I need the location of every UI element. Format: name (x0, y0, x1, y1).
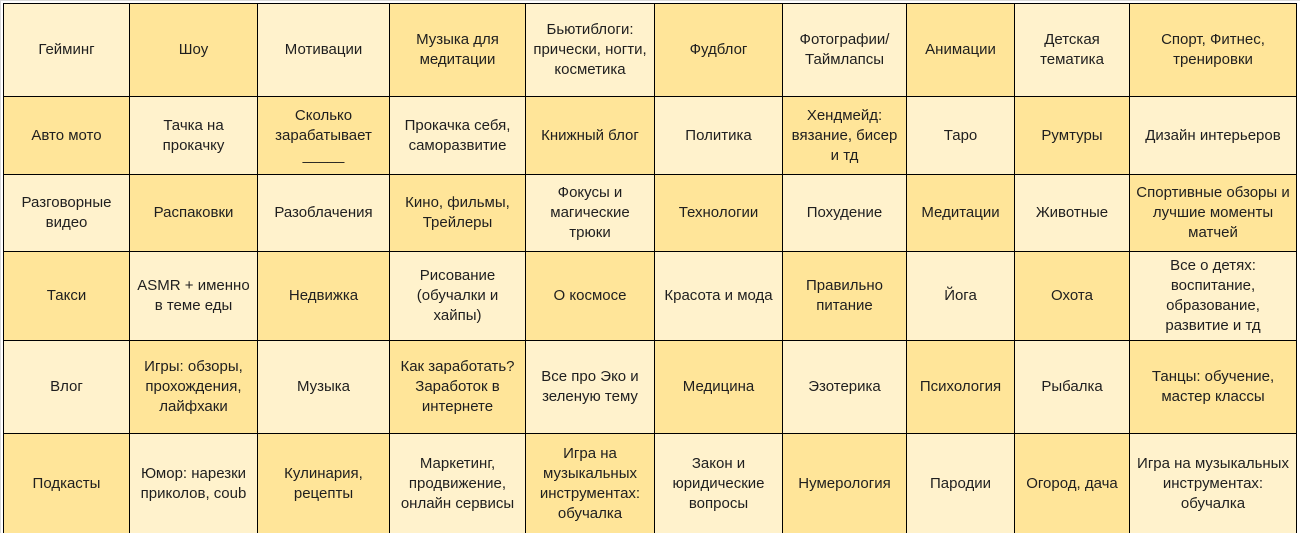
table-cell-r1c3[interactable]: Мотивации (258, 4, 390, 97)
table-cell-r2c6[interactable]: Политика (655, 97, 783, 175)
table-cell-r1c6[interactable]: Фудблог (655, 4, 783, 97)
table-cell-r6c1[interactable]: Подкасты (4, 434, 130, 533)
table-cell-r6c4[interactable]: Маркетинг, продвижение, онлайн сервисы (390, 434, 526, 533)
table-cell-r3c1[interactable]: Разговорные видео (4, 175, 130, 252)
table-cell-r3c6[interactable]: Технологии (655, 175, 783, 252)
table-cell-r5c8[interactable]: Психология (907, 341, 1015, 434)
table-cell-r4c10[interactable]: Все о детях: воспитание, образование, развитие и тд (1130, 252, 1297, 341)
table-cell-r5c4[interactable]: Как заработать? Заработок в интернете (390, 341, 526, 434)
table-cell-r5c9[interactable]: Рыбалка (1015, 341, 1130, 434)
table-cell-r3c8[interactable]: Медитации (907, 175, 1015, 252)
table-cell-r6c6[interactable]: Закон и юридические вопросы (655, 434, 783, 533)
table-cell-r1c7[interactable]: Фотографии/Таймлапсы (783, 4, 907, 97)
table-cell-r6c10[interactable]: Игра на музыкальных инструментах: обучалка (1130, 434, 1297, 533)
table-cell-r6c3[interactable]: Кулинария, рецепты (258, 434, 390, 533)
table-cell-r5c3[interactable]: Музыка (258, 341, 390, 434)
table-cell-r3c7[interactable]: Похудение (783, 175, 907, 252)
table-cell-r1c2[interactable]: Шоу (130, 4, 258, 97)
table-cell-r2c4[interactable]: Прокачка себя, саморазвитие (390, 97, 526, 175)
sheet-outer-edge-top (0, 0, 1300, 1)
table-cell-r2c3[interactable]: Сколько зарабатывает _____ (258, 97, 390, 175)
topics-table (3, 3, 1297, 533)
table-cell-r1c8[interactable]: Анимации (907, 4, 1015, 97)
table-cell-r5c1[interactable]: Влог (4, 341, 130, 434)
table-cell-r5c6[interactable]: Медицина (655, 341, 783, 434)
table-cell-r6c7[interactable]: Нумерология (783, 434, 907, 533)
table-cell-r6c9[interactable]: Огород, дача (1015, 434, 1130, 533)
table-cell-r4c1[interactable]: Такси (4, 252, 130, 341)
table-cell-r3c2[interactable]: Распаковки (130, 175, 258, 252)
table-cell-r4c5[interactable]: О космосе (526, 252, 655, 341)
table-cell-r4c8[interactable]: Йога (907, 252, 1015, 341)
table-cell-r4c4[interactable]: Рисование (обучалки и хайпы) (390, 252, 526, 341)
table-cell-r2c2[interactable]: Тачка на прокачку (130, 97, 258, 175)
table-cell-r5c2[interactable]: Игры: обзоры, прохождения, лайфхаки (130, 341, 258, 434)
table-cell-r6c8[interactable]: Пародии (907, 434, 1015, 533)
table-cell-r3c10[interactable]: Спортивные обзоры и лучшие моменты матчей (1130, 175, 1297, 252)
table-cell-r1c5[interactable]: Бьютиблоги: прически, ногти, косметика (526, 4, 655, 97)
table-cell-r4c7[interactable]: Правильно питание (783, 252, 907, 341)
table-cell-r1c1[interactable]: Гейминг (4, 4, 130, 97)
table-cell-r3c3[interactable]: Разоблачения (258, 175, 390, 252)
sheet-outer-edge-left (0, 0, 1, 533)
table-cell-r1c9[interactable]: Детская тематика (1015, 4, 1130, 97)
table-cell-r5c7[interactable]: Эзотерика (783, 341, 907, 434)
table-cell-r2c8[interactable]: Таро (907, 97, 1015, 175)
table-cell-r5c5[interactable]: Все про Эко и зеленую тему (526, 341, 655, 434)
table-cell-r4c3[interactable]: Недвижка (258, 252, 390, 341)
table-cell-r3c4[interactable]: Кино, фильмы, Трейлеры (390, 175, 526, 252)
table-cell-r6c5[interactable]: Игра на музыкальных инструментах: обучалка (526, 434, 655, 533)
table-cell-r3c5[interactable]: Фокусы и магические трюки (526, 175, 655, 252)
table-cell-r6c2[interactable]: Юмор: нарезки приколов, coub (130, 434, 258, 533)
table-cell-r1c10[interactable]: Спорт, Фитнес, тренировки (1130, 4, 1297, 97)
table-cell-r2c5[interactable]: Книжный блог (526, 97, 655, 175)
table-cell-r2c10[interactable]: Дизайн интерьеров (1130, 97, 1297, 175)
table-cell-r2c1[interactable]: Авто мото (4, 97, 130, 175)
table-cell-r4c2[interactable]: ASMR + именно в теме еды (130, 252, 258, 341)
table-cell-r3c9[interactable]: Животные (1015, 175, 1130, 252)
table-cell-r1c4[interactable]: Музыка для медитации (390, 4, 526, 97)
table-cell-r2c7[interactable]: Хендмейд: вязание, бисер и тд (783, 97, 907, 175)
table-cell-r4c9[interactable]: Охота (1015, 252, 1130, 341)
table-cell-r2c9[interactable]: Румтуры (1015, 97, 1130, 175)
table-cell-r5c10[interactable]: Танцы: обучение, мастер классы (1130, 341, 1297, 434)
table-cell-r4c6[interactable]: Красота и мода (655, 252, 783, 341)
